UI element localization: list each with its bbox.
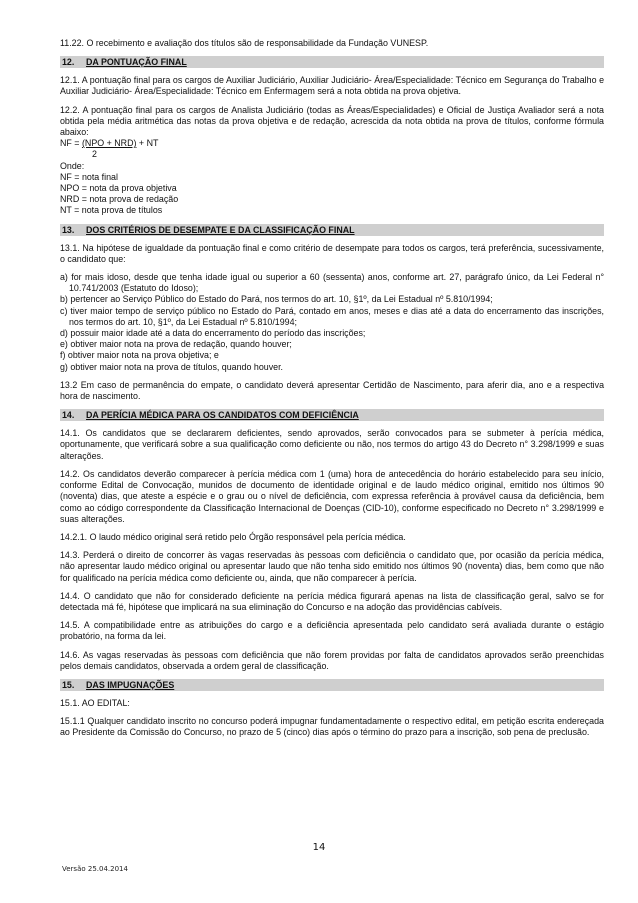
section-number: 13.	[62, 224, 75, 235]
paragraph-14-4: 14.4. O candidato que não for considerado deficiente na perícia médica figurará apenas na lista de classificação geral, salvo se for detectada má fé, hipótese que implicará na sua eliminação do Concurso e na adoção das providências cabíveis.	[60, 590, 604, 612]
page-number: 14	[312, 842, 326, 853]
paragraph-13-1: 13.1. Na hipótese de igualdade da pontuação final e como critério de desempate para todos os cargos, terá preferência, sucessivamente, o candidato que:	[60, 242, 604, 264]
paragraph-13-2: 13.2 Em caso de permanência do empate, o candidato deverá apresentar Certidão de Nascimento, para aferir dia, ano e a respectiva hora de nascimento.	[60, 379, 604, 402]
list-item: f) obtiver maior nota na prova objetiva; e	[60, 350, 219, 361]
section-header-15	[60, 679, 604, 691]
section-number: 15.	[62, 679, 75, 690]
list-item: b) pertencer ao Serviço Público do Estado do Pará, nos termos do art. 10, §1º, da Lei Estadual nº 5.810/1994;	[60, 294, 493, 305]
formula-denominator: 2	[92, 149, 97, 160]
list-item: d) possuir maior idade até a data do encerramento do período das inscrições;	[60, 328, 366, 339]
paragraph-15-1-1: 15.1.1 Qualquer candidato inscrito no concurso poderá impugnar fundamentadamente o respectivo edital, em petição escrita endereçada ao Presidente da Comissão do Concurso, no prazo de 5 (cinco) dias após o término do prazo para a inscrição, sob pena de preclusão.	[60, 716, 604, 738]
definition-nt: NT = nota prova de títulos	[60, 205, 163, 216]
definition-npo: NPO = nota da prova objetiva	[60, 183, 177, 194]
definition-nrd: NRD = nota prova de redação	[60, 194, 179, 205]
paragraph-11-22: 11.22. O recebimento e avaliação dos títulos são de responsabilidade da Fundação VUNESP.	[60, 38, 429, 48]
section-number: 12.	[62, 57, 75, 68]
list-item: g) obtiver maior nota na prova de títulos, quando houver.	[60, 361, 284, 372]
section-header-13	[60, 224, 604, 236]
paragraph-14-3: 14.3. Perderá o direito de concorrer às vagas reservadas às pessoas com deficiência o candidato que, por ocasião da perícia médica, não apresentar laudo médico original ou apresentar laudo que não tenha sido emitido nos últimos 90 (noventa) dias, bem como que não for qualificado na perícia médica como deficiente ou, ainda, que não comparecer à perícia.	[60, 550, 604, 583]
paragraph-14-6: 14.6. As vagas reservadas às pessoas com deficiência que não forem providas por falta de candidatos aprovados serão preenchidas pelos demais candidatos, observada a ordem geral de classificação.	[60, 649, 604, 671]
section-number: 14.	[62, 410, 75, 421]
section-header-12	[60, 56, 604, 68]
formula-numerator: (NPO + NRD)	[81, 138, 137, 149]
section-title: DAS IMPUGNAÇÕES	[86, 679, 175, 690]
paragraph-12-1: 12.1. A pontuação final para os cargos de Auxiliar Judiciário, Auxiliar Judiciário- Área/Especialidade: Técnico em Segurança do Trabalho e Auxiliar Judiciário- Área/Especialidade: Técnico em Enfermagem será a nota obtida na prova objetiva.	[60, 75, 604, 97]
paragraph-14-2-1: 14.2.1. O laudo médico original será retido pelo Órgão responsável pela perícia médica.	[60, 531, 406, 542]
section-title: DA PERÍCIA MÉDICA PARA OS CANDIDATOS COM DEFICIÊNCIA	[86, 410, 359, 421]
list-item: a) for mais idoso, desde que tenha idade igual ou superior a 60 (sessenta) anos, conforme art. 27, parágrafo único, da Lei Federal n° 10.741/2003 (Estatuto do Idoso);	[60, 272, 604, 294]
paragraph-12-2: 12.2. A pontuação final para os cargos de Analista Judiciário (todas as Áreas/Especialidades) e Oficial de Justiça Avaliador será a nota obtida pela média aritmética das notas da prova objetiva e de redação, acrescida da nota obtida na prova de títulos, conforme fórmula abaixo:	[60, 104, 604, 138]
section-header-14	[60, 409, 604, 421]
document-body	[60, 38, 604, 739]
list-item: e) obtiver maior nota na prova de redação, quando houver;	[60, 339, 292, 350]
version-label: Versão 25.04.2014	[62, 865, 128, 873]
formula-lhs: NF =	[60, 138, 82, 149]
paragraph-14-1: 14.1. Os candidatos que se declararem deficientes, sendo aprovados, serão convocados para se submeter à perícia médica, oportunamente, que verificará sobre a sua qualificação como deficiente ou não, nos termos do artigo 43 do Decreto n° 3.298/1999 e suas alterações.	[60, 428, 604, 461]
section-title: DA PONTUAÇÃO FINAL	[86, 57, 187, 68]
paragraph-14-2: 14.2. Os candidatos deverão comparecer à perícia médica com 1 (uma) hora de antecedência do horário estabelecido para seu início, conforme Edital de Convocação, munidos de documento de identidade original e de laudo médico original, emitido nos últimos 90 (noventa) dias, que ateste a espécie e o grau ou o nível de deficiência, com expressa referência à provável causa da deficiência, bem como ao código correspondente da Classificação Internacional de Doenças (CID-10), conforme especificado no Decreto n° 3.298/1999 e suas alterações.	[60, 468, 604, 524]
paragraph-15-1: 15.1. AO EDITAL:	[60, 697, 130, 708]
formula	[60, 138, 604, 149]
formula-rhs: + NT	[136, 138, 159, 149]
onde-label: Onde:	[60, 160, 85, 171]
paragraph-14-5: 14.5. A compatibilidade entre as atribuições do cargo e a deficiência apresentada pelo candidato será avaliada durante o estágio probatório, na forma da lei.	[60, 620, 604, 642]
section-title: DOS CRITÉRIOS DE DESEMPATE E DA CLASSIFICAÇÃO FINAL	[86, 224, 355, 235]
list-item: c) tiver maior tempo de serviço público no Estado do Pará, contado em anos, meses e dias até a data do encerramento das inscrições, nos termos do art. 10, §1º, da Lei Estadual nº 5.810/1994;	[60, 305, 604, 327]
definition-nf: NF = nota final	[60, 171, 118, 182]
